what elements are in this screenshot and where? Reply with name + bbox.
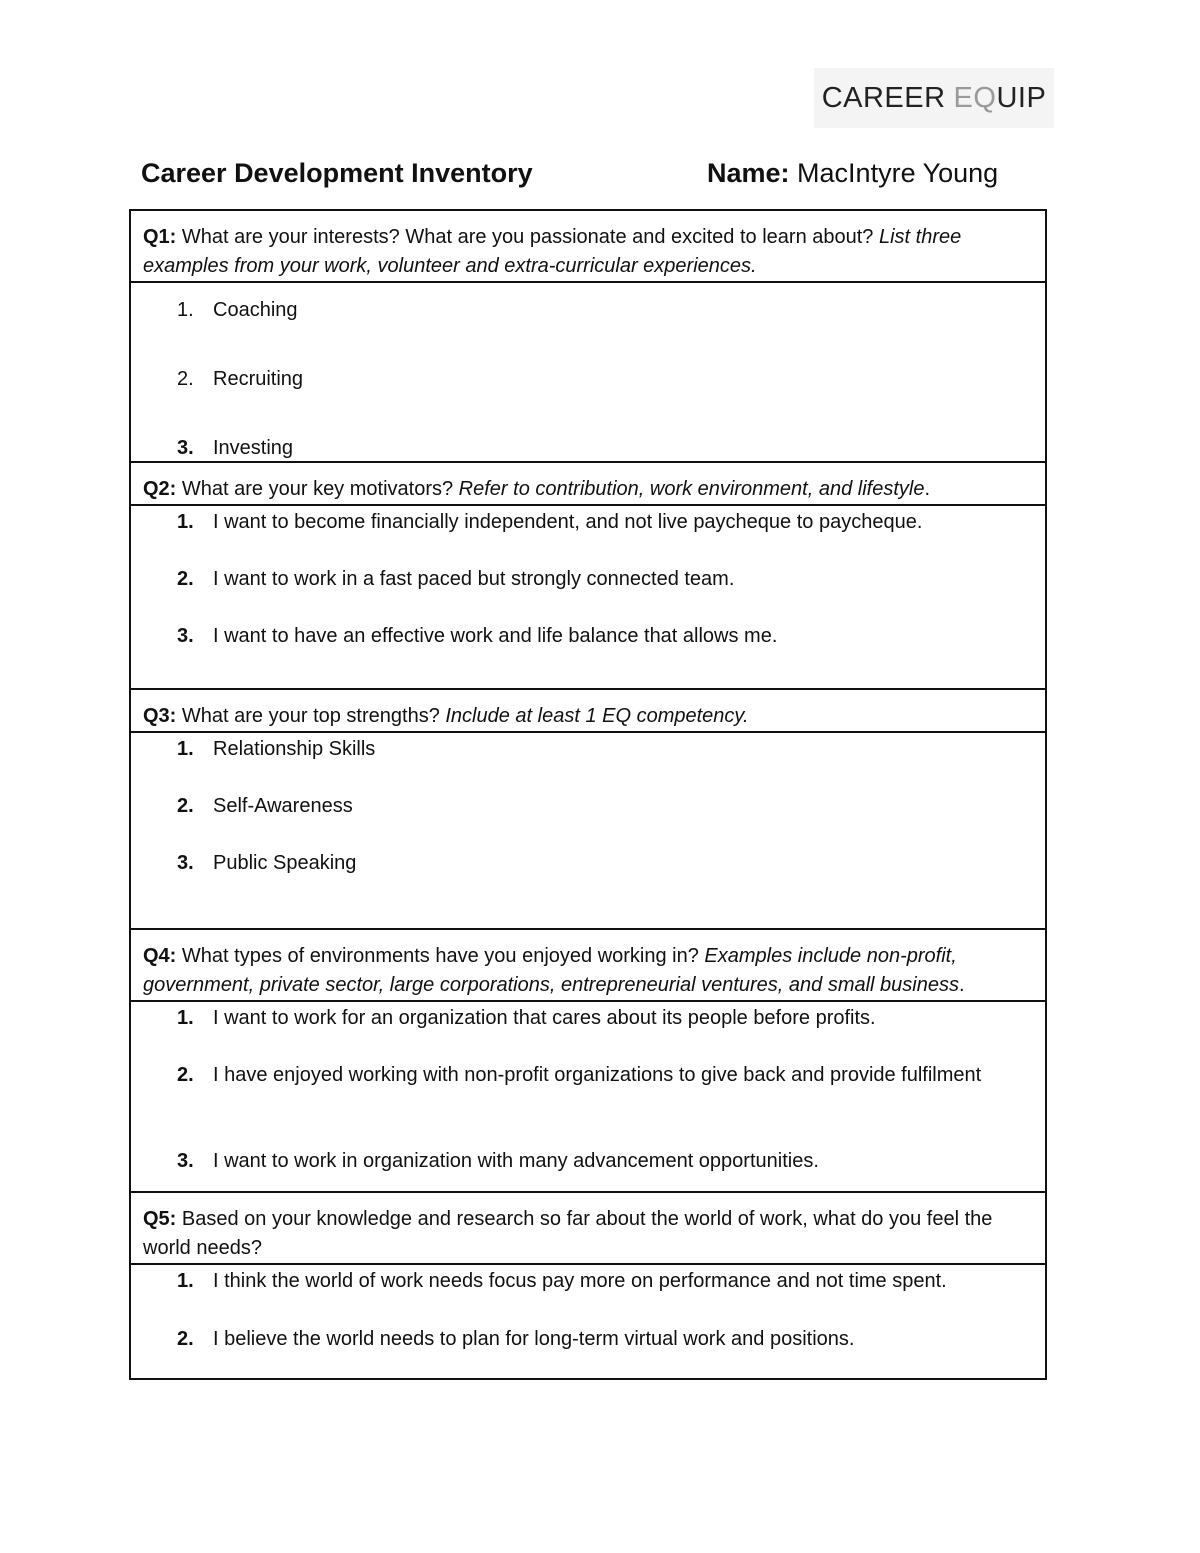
item-text: I want to become financially independent, and not live paycheque to paycheque.	[213, 511, 923, 533]
question-text: What types of environments have you enjoyed working in?	[176, 945, 705, 967]
question-hint: List three examples from your work, volunteer and extra-curricular experiences.	[143, 226, 962, 277]
logo-uip-part: UIP	[996, 81, 1047, 114]
question-label: Q2:	[143, 478, 177, 500]
list-item	[177, 849, 1025, 878]
item-text: Coaching	[213, 299, 298, 321]
list-item	[177, 365, 1025, 394]
list-item	[177, 1267, 1025, 1296]
question-text: What are your top strengths?	[176, 705, 446, 727]
question-text: What are your interests? What are you passionate and excited to learn about?	[176, 226, 879, 248]
question-4	[131, 930, 1045, 1002]
list-item	[177, 508, 1025, 537]
answers-4	[131, 1002, 1045, 1193]
list-item	[177, 735, 1025, 764]
question-label: Q3:	[143, 705, 177, 727]
item-number: 2.	[177, 368, 194, 390]
item-number: 2.	[177, 795, 194, 817]
item-text: I have enjoyed working with non-profit organizations to give back and provide fulfilment	[213, 1064, 982, 1086]
item-number: 3.	[177, 625, 194, 647]
item-number: 2.	[177, 1064, 194, 1086]
career-equip-logo	[814, 68, 1054, 128]
name-value: MacIntyre Young	[797, 158, 999, 188]
item-number: 1.	[177, 299, 194, 321]
item-text: I want to work for an organization that cares about its people before profits.	[213, 1007, 876, 1029]
item-text: Public Speaking	[213, 852, 357, 874]
name-label: Name:	[707, 158, 790, 188]
item-number: 1.	[177, 1270, 194, 1292]
item-number: 1.	[177, 511, 194, 533]
answers-1	[131, 283, 1045, 463]
list-item	[177, 565, 1025, 594]
question-3	[131, 690, 1045, 733]
question-1	[131, 211, 1045, 283]
item-text: I want to work in a fast paced but strongly connected team.	[213, 568, 735, 590]
item-number: 3.	[177, 1150, 194, 1172]
question-hint: Refer to contribution, work environment, and lifestyle	[458, 478, 925, 500]
item-text: Self-Awareness	[213, 795, 353, 817]
list-item	[177, 622, 1025, 651]
list-item	[177, 792, 1025, 821]
list-item	[177, 1004, 1025, 1033]
item-text: I believe the world needs to plan for long-term virtual work and positions.	[213, 1328, 855, 1350]
logo-eq-part: EQ	[953, 81, 997, 114]
item-text: Investing	[213, 437, 294, 459]
answers-2	[131, 506, 1045, 690]
item-number: 3.	[177, 437, 194, 459]
item-text: Recruiting	[213, 368, 304, 390]
question-2	[131, 463, 1045, 506]
item-number: 3.	[177, 852, 194, 874]
question-5	[131, 1193, 1045, 1265]
item-text: I think the world of work needs focus pay more on performance and not time spent.	[213, 1270, 947, 1292]
item-text: I want to work in organization with many advancement opportunities.	[213, 1150, 819, 1172]
list-item	[177, 434, 1025, 463]
question-hint: Examples include non-profit, government, private sector, large corporations, entrepreneurial ventures, and small business	[143, 945, 959, 996]
list-item	[177, 296, 1025, 325]
question-text: Based on your knowledge and research so far about the world of work, what do you feel the world needs?	[143, 1208, 993, 1259]
item-number: 2.	[177, 568, 194, 590]
item-number: 1.	[177, 738, 194, 760]
question-label: Q1:	[143, 226, 177, 248]
item-number: 2.	[177, 1328, 194, 1350]
question-hint-suffix: .	[924, 478, 931, 500]
answers-3	[131, 733, 1045, 930]
item-number: 1.	[177, 1007, 194, 1029]
inventory-form	[129, 209, 1047, 1380]
question-label: Q5:	[143, 1208, 177, 1230]
item-text: I want to have an effective work and life balance that allows me.	[213, 625, 778, 647]
question-hint-suffix: .	[959, 974, 965, 996]
logo-text-equip	[954, 82, 1047, 115]
list-item	[177, 1061, 1025, 1090]
list-item	[177, 1325, 1025, 1354]
logo-text-career: CAREER	[821, 81, 946, 114]
question-hint: Include at least 1 EQ competency.	[445, 705, 749, 727]
answers-5	[131, 1265, 1045, 1378]
name-line	[707, 158, 998, 189]
page-title: Career Development Inventory	[141, 158, 533, 188]
item-text: Relationship Skills	[213, 738, 376, 760]
list-item	[177, 1147, 1025, 1176]
question-text: What are your key motivators?	[176, 478, 459, 500]
question-label: Q4:	[143, 945, 177, 967]
